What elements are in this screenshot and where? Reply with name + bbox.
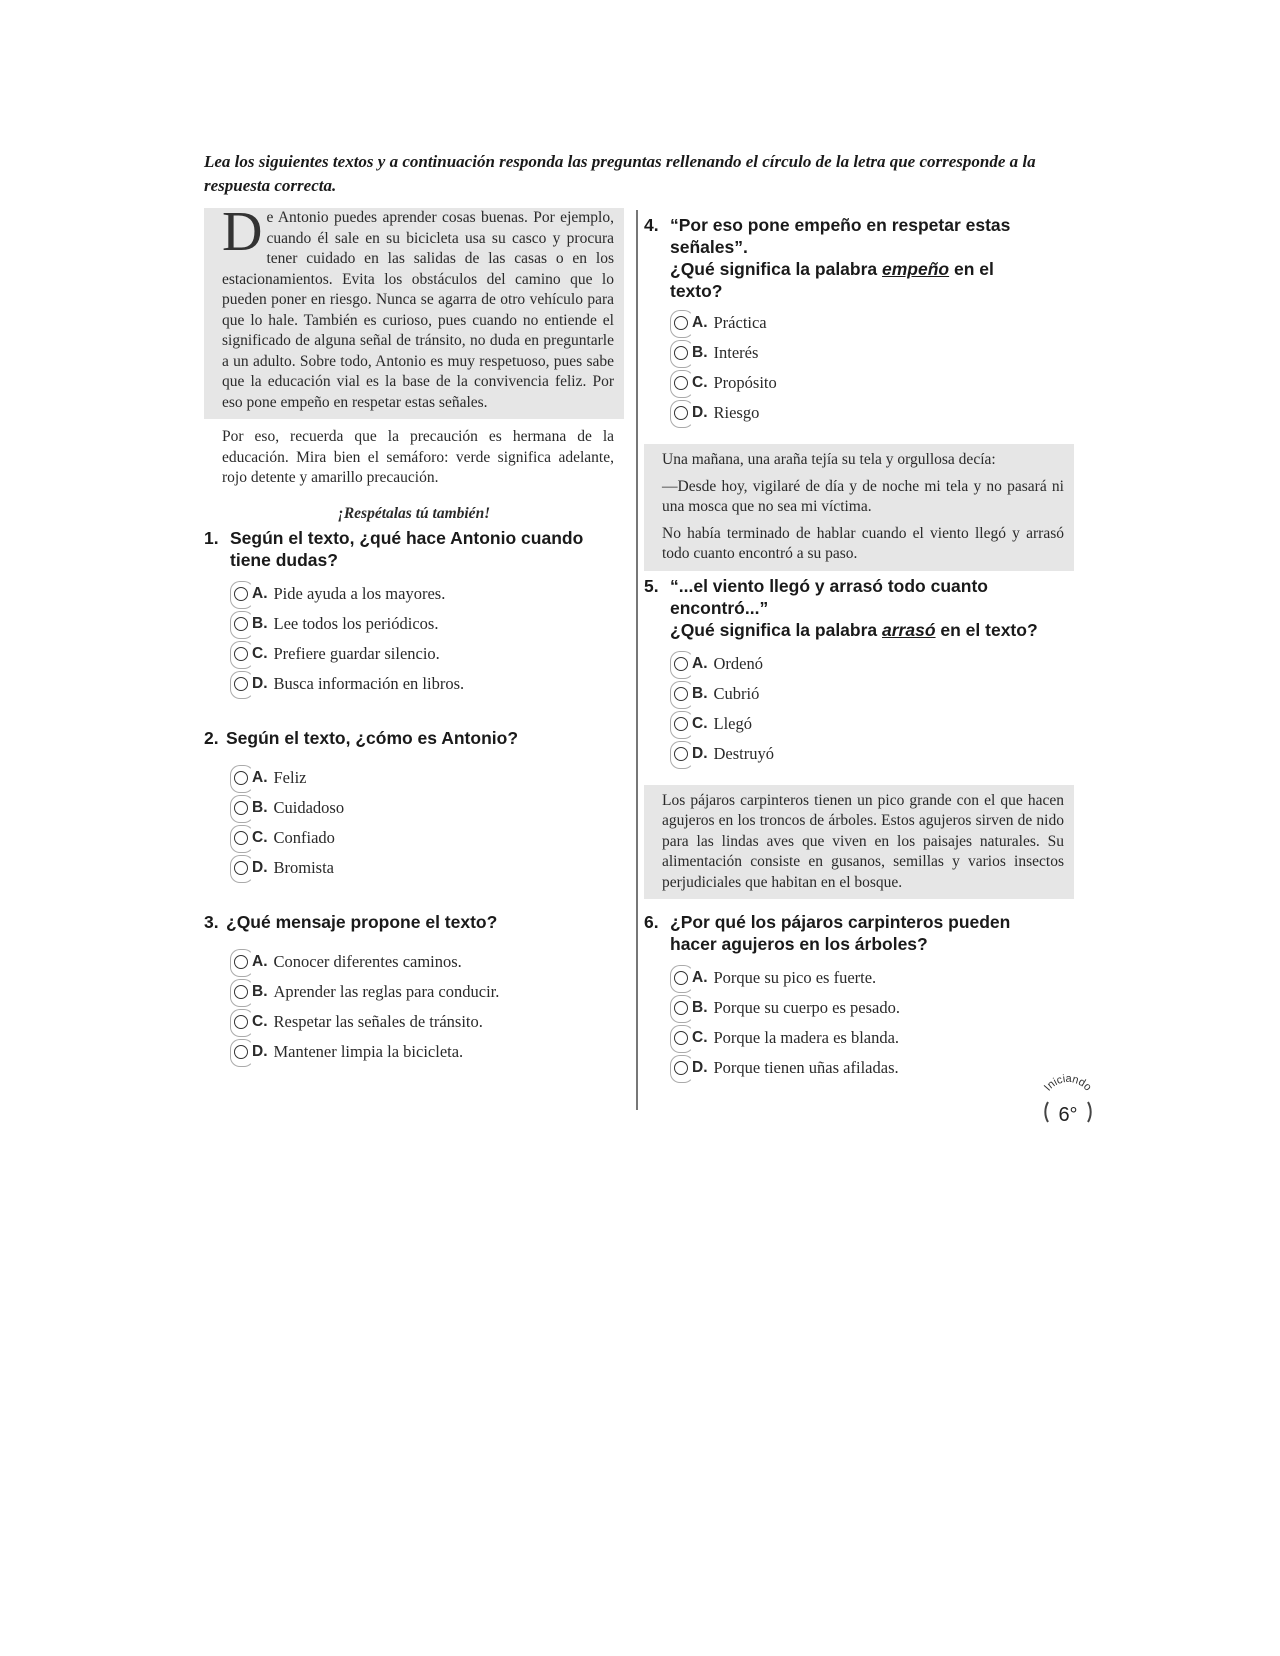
right-column: [644, 208, 1074, 1083]
question-5: [644, 575, 1074, 769]
passage-antonio-conclusion: [204, 423, 624, 495]
question-3-options: [234, 947, 624, 1067]
q1-option-c[interactable]: C. Prefiere guardar silencio.: [234, 639, 624, 669]
dropcap-letter: D: [222, 201, 263, 263]
question-4-options: [674, 308, 1074, 428]
question-5-line-3-end: en el texto?: [935, 619, 1038, 640]
instructions: Lea los siguientes textos y a continuación responda las preguntas rellenando el círculo de la letra que corresponde a la respuesta correcta.: [204, 152, 1036, 195]
question-5-line-1: “...el viento llegó y arrasó todo cuanto: [670, 575, 988, 596]
passage-antonio: [204, 201, 624, 419]
passage-arana-text-3: No había terminado de hablar cuando el viento llegó y arrasó todo cuanto encontró a su paso.: [662, 524, 1064, 562]
answer-bubble-icon[interactable]: [234, 677, 248, 691]
answer-bubble-icon[interactable]: [674, 657, 688, 671]
answer-bubble-icon[interactable]: [234, 617, 248, 631]
answer-bubble-icon[interactable]: [674, 1001, 688, 1015]
answer-bubble-icon[interactable]: [674, 747, 688, 761]
answer-bubble-icon[interactable]: [674, 971, 688, 985]
question-1: [204, 527, 624, 699]
question-1-prompt: [204, 527, 624, 571]
question-4-line-1: “Por eso pone empeño en respetar estas: [670, 215, 1011, 235]
answer-bubble-icon[interactable]: [234, 861, 248, 875]
question-6-prompt: [644, 911, 1074, 955]
motto: ¡Respétalas tú también!: [337, 504, 491, 522]
q1-option-d[interactable]: D. Busca información en libros.: [234, 669, 624, 699]
question-6-options: [674, 963, 1074, 1083]
question-3-line-1: ¿Qué mensaje propone el texto?: [226, 911, 498, 932]
question-5-options: [674, 649, 1074, 769]
answer-bubble-icon[interactable]: [674, 687, 688, 701]
question-2-options: [234, 763, 624, 883]
answer-bubble-icon[interactable]: [674, 1031, 688, 1045]
question-2: [204, 727, 624, 883]
badge-right-bracket: [1088, 1102, 1091, 1122]
passage-antonio-text-2: Por eso, recuerda que la precaución es hermana de la educación. Mira bien el semáforo: verde significa adelante, rojo detente y amarillo precaución.: [222, 428, 614, 486]
grade-badge: [1036, 1072, 1100, 1124]
answer-bubble-icon[interactable]: [674, 1061, 688, 1075]
question-5-number: 5.: [644, 575, 659, 596]
question-4-prompt: [644, 214, 1074, 302]
answer-bubble-icon[interactable]: [674, 346, 688, 360]
question-5-prompt: [644, 575, 1074, 641]
answer-bubble-icon[interactable]: [234, 647, 248, 661]
question-4-line-3-end: en el: [949, 259, 994, 279]
answer-bubble-icon[interactable]: [234, 831, 248, 845]
passage-arana: [644, 444, 1074, 571]
q4-option-a[interactable]: A. Práctica: [674, 308, 1074, 338]
question-4: [644, 214, 1074, 428]
answer-bubble-icon[interactable]: [234, 771, 248, 785]
question-4-line-3-start: ¿Qué significa la palabra: [670, 259, 883, 279]
question-1-options: [234, 579, 624, 699]
question-6-line-1: ¿Por qué los pájaros carpinteros pueden: [670, 912, 1011, 932]
keyword-empeno: empeño: [882, 259, 950, 279]
badge-left-bracket: [1045, 1102, 1048, 1122]
q2-option-c[interactable]: C. Confiado: [234, 823, 624, 853]
q6-option-c[interactable]: C. Porque la madera es blanda.: [674, 1023, 1074, 1053]
q3-option-d[interactable]: D. Mantener limpia la bicicleta.: [234, 1037, 624, 1067]
answer-bubble-icon[interactable]: [234, 1045, 248, 1059]
q4-option-d[interactable]: D. Riesgo: [674, 398, 1074, 428]
question-3-prompt: [204, 911, 624, 933]
answer-bubble-icon[interactable]: [234, 955, 248, 969]
question-4-line-4: texto?: [670, 281, 723, 301]
q1-option-a[interactable]: A. Pide ayuda a los mayores.: [234, 579, 624, 609]
question-3: [204, 911, 624, 1067]
question-5-line-2: encontró...”: [670, 597, 769, 618]
keyword-arraso: arrasó: [882, 619, 936, 640]
q4-option-c[interactable]: C. Propósito: [674, 368, 1074, 398]
q6-option-b[interactable]: B. Porque su cuerpo es pesado.: [674, 993, 1074, 1023]
question-4-line-2: señales”.: [670, 237, 748, 257]
passage-antonio-paragraph-1: [222, 201, 614, 413]
answer-bubble-icon[interactable]: [234, 985, 248, 999]
q3-option-a[interactable]: A. Conocer diferentes caminos.: [234, 947, 624, 977]
q5-option-c[interactable]: C. Llegó: [674, 709, 1074, 739]
q4-option-b[interactable]: B. Interés: [674, 338, 1074, 368]
question-1-line-2: tiene dudas?: [230, 549, 338, 570]
question-2-prompt: [204, 727, 624, 749]
q3-option-c[interactable]: C. Respetar las señales de tránsito.: [234, 1007, 624, 1037]
question-1-line-1: Según el texto, ¿qué hace Antonio cuando: [230, 527, 584, 548]
passage-arana-text-2: —Desde hoy, vigilaré de día y de noche mi tela y no pasará ni una mosca que no sea mi víctima.: [662, 477, 1064, 515]
q2-option-d[interactable]: D. Bromista: [234, 853, 624, 883]
q5-option-a[interactable]: A. Ordenó: [674, 649, 1074, 679]
question-3-number: 3.: [204, 911, 219, 932]
passage-carpinteros-text: Los pájaros carpinteros tienen un pico grande con el que hacen agujeros en los troncos de árboles. Estos agujeros sirven de nido para las lindas aves que viven en los paisajes naturales. Su alimentación consiste en gusanos, semillas y varios insectos perjudiciales que habitan en el bosque.: [662, 791, 1064, 891]
question-6-number: 6.: [644, 912, 659, 932]
passage-carpinteros: [644, 785, 1074, 900]
q2-option-a[interactable]: A. Feliz: [234, 763, 624, 793]
badge-arc-label: Iniciando: [1041, 1072, 1094, 1094]
q6-option-a[interactable]: A. Porque su pico es fuerte.: [674, 963, 1074, 993]
passage-antonio-text-1: e Antonio puedes aprender cosas buenas. Por ejemplo, cuando él sale en su bicicleta usa su casco y procura tener cuidado en las salidas de las casas o en los estacionamientos. Evita los obstáculos del camino que lo pueden poner en riesgo. Nunca se agarra de otro vehículo para que lo hale. También es curioso, pues cuando no entiende el significado de alguna señal de tránsito, no duda en preguntarle a un adulto. Sobre todo, Antonio es muy respetuoso, pues sabe que la educación vial es la base de la convivencia feliz. Por eso pone empeño en respetar estas señales.: [222, 209, 614, 411]
badge-grade: 6°: [1058, 1104, 1078, 1124]
q5-option-d[interactable]: D. Destruyó: [674, 739, 1074, 769]
q5-option-b[interactable]: B. Cubrió: [674, 679, 1074, 709]
q6-option-d[interactable]: D. Porque tienen uñas afiladas.: [674, 1053, 1074, 1083]
answer-bubble-icon[interactable]: [674, 316, 688, 330]
answer-bubble-icon[interactable]: [234, 1015, 248, 1029]
question-4-number: 4.: [644, 215, 659, 235]
q1-option-b[interactable]: B. Lee todos los periódicos.: [234, 609, 624, 639]
question-2-number: 2.: [204, 727, 219, 748]
question-6: [644, 911, 1074, 1083]
left-column: [204, 201, 624, 1067]
passage-arana-text-1: Una mañana, una araña tejía su tela y orgullosa decía:: [662, 451, 996, 468]
question-6-line-2: hacer agujeros en los árboles?: [670, 934, 928, 954]
answer-bubble-icon[interactable]: [234, 801, 248, 815]
question-1-number: 1.: [204, 527, 219, 548]
answer-bubble-icon[interactable]: [234, 587, 248, 601]
answer-bubble-icon[interactable]: [674, 717, 688, 731]
q2-option-b[interactable]: B. Cuidadoso: [234, 793, 624, 823]
answer-bubble-icon[interactable]: [674, 376, 688, 390]
question-5-line-3-start: ¿Qué significa la palabra: [670, 619, 883, 640]
q3-option-b[interactable]: B. Aprender las reglas para conducir.: [234, 977, 624, 1007]
answer-bubble-icon[interactable]: [674, 406, 688, 420]
question-2-line-1: Según el texto, ¿cómo es Antonio?: [226, 727, 519, 748]
column-divider: [636, 210, 638, 1110]
